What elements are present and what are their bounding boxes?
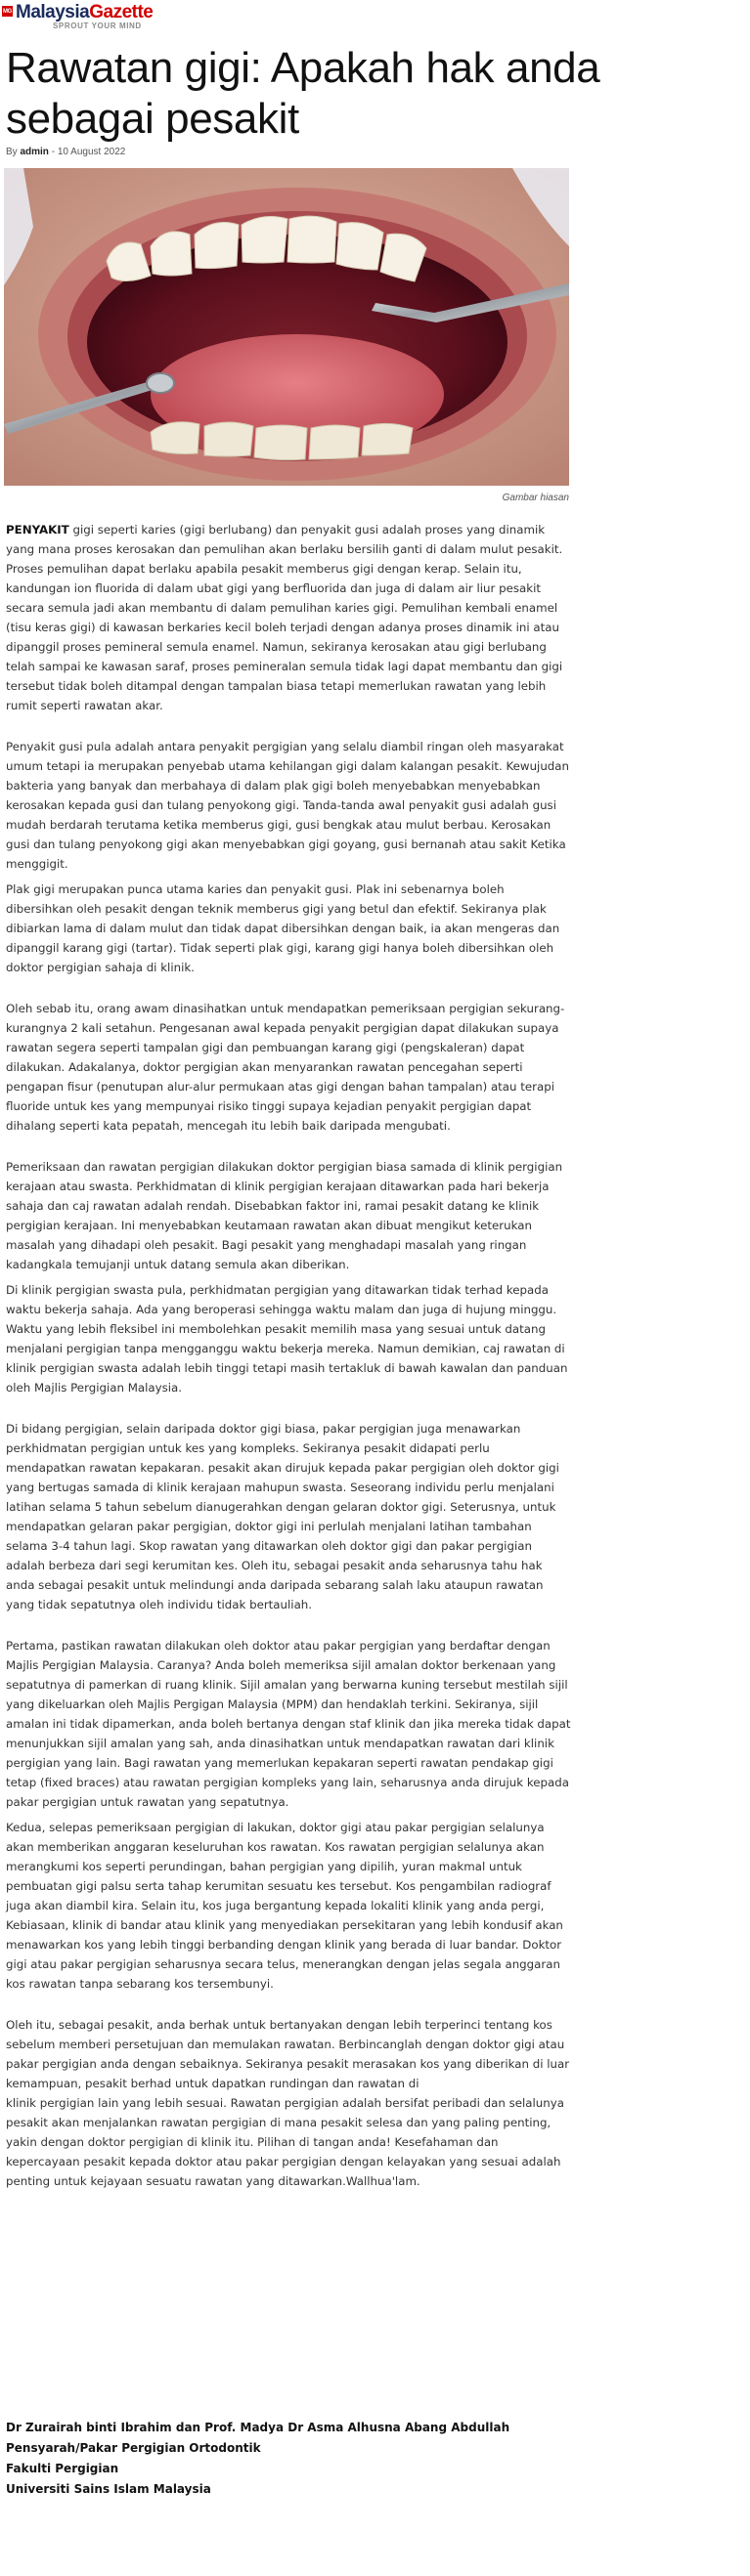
- logo-tagline: SPROUT YOUR MIND: [53, 21, 142, 30]
- lead-word: PENYAKIT: [6, 523, 69, 537]
- logo-name-part1: Malaysia: [16, 2, 90, 22]
- logo-badge: MG: [2, 6, 13, 17]
- signature-authors: Dr Zurairah binti Ibrahim dan Prof. Madya Dr Asma Alhusna Abang Abdullah: [6, 2421, 510, 2434]
- logo-text: [16, 3, 153, 30]
- logo-name-part2: Gazette: [89, 2, 154, 22]
- paragraph: Di bidang pergigian, selain daripada doktor gigi biasa, pakar pergigian juga menawarkan perkhidmatan pergigian untuk kes yang kompleks. Sekiranya pesakit didapati perlu mendapatkan rawatan kepakaran. pesakit akan dirujuk kepada pakar pergigian oleh doktor gigi yang bertugas samada di klinik kerajaan mahupun swasta. Seseorang individu perlu menjalani latihan selama 5 tahun sebelum dianugerahkan dengan gelaran doktor gigi. Seterusnya, untuk mendapatkan gelaran pakar pergigian, doktor gigi ini perlulah menjalani latihan tambahan selama 3-4 tahun lagi. Skop rawatan yang ditawarkan oleh doktor gigi dan pakar pergigian adalah berbeza dari segi kerumitan kes. Oleh itu, sebagai pesakit anda seharusnya tahu hak anda sebagai pesakit untuk melindungi anda daripada sebarang salah laku ataupun rawatan yang tidak sepatutnya oleh individu tidak bertauliah.: [6, 1422, 559, 1611]
- paragraph-text: gigi seperti karies (gigi berlubang) dan penyakit gusi adalah proses yang dinamik yang mana proses kerosakan dan pemulihan akan berlaku bersilih ganti di dalam mulut pesakit. Proses pemulihan dapat berlaku apabila pesakit memberus gigi dengan kerap. Selain itu, kandungan ion fluorida di dalam ubat gigi yang berfluorida dan juga di dalam air liur pesakit secara semula jadi akan membantu di dalam pemulihan karies gigi. Pemulihan kembali enamel (tisu keras gigi) di kawasan berkaries kecil boleh terjadi dengan adanya proses dinamik ini atau dipanggil proses pemineral semula enamel. Namun, sekiranya kerosakan atau gigi berlubang telah sampai ke kawasan saraf, proses pemineralan semula tidak lagi dapat membantu dan gigi tersebut tidak boleh ditampal dengan tampalan biasa tetapi memerlukan rawatan yang lebih rumit seperti rawatan akar.: [6, 523, 563, 712]
- paragraph: Oleh itu, sebagai pesakit, anda berhak untuk bertanyakan dengan lebih terperinci tentang kos sebelum memberi persetujuan dan memulakan rawatan. Berbincanglah dengan doktor gigi atau pakar pergigian anda dengan sebaiknya. Sekiranya pesakit merasakan kos yang diberikan di luar kemampuan, pesakit berhad untuk dapatkan rundingan dan rawatan di: [6, 2018, 570, 2090]
- paragraph: Pemeriksaan dan rawatan pergigian dilakukan doktor pergigian biasa samada di klinik pergigian kerajaan atau swasta. Perkhidmatan di klinik pergigian kerajaan ditawarkan pada hari bekerja sahaja dan caj rawatan adalah rendah. Disebabkan faktor ini, ramai pesakit datang ke klinik pergigian kerajaan. Ini menyebabkan keutamaan rawatan akan dibuat mengikut keterukan masalah yang dihadapi oleh pesakit. Bagi pesakit yang menghadapi masalah yang ringan kadangkala temujanji untuk datang semula akan diberikan.: [6, 1160, 563, 1271]
- article-body: [6, 520, 573, 2191]
- author-link[interactable]: admin: [20, 147, 49, 157]
- signature-university: Universiti Sains Islam Malaysia: [6, 2482, 211, 2496]
- byline-separator: -: [51, 147, 56, 157]
- article-date: 10 August 2022: [57, 147, 126, 157]
- signature-position: Pensyarah/Pakar Pergigian Ortodontik: [6, 2441, 261, 2455]
- paragraph: Penyakit gusi pula adalah antara penyakit pergigian yang selalu diambil ringan oleh masyarakat umum tetapi ia merupakan penyebab utama kehilangan gigi dalam kalangan pesakit. Kewujudan bakteria yang banyak dan merbahaya di dalam plak gigi boleh menyebabkan menyebabkan kerosakan kepada gusi dan tulang penyokong gigi. Tanda-tanda awal penyakit gusi adalah gusi mudah berdarah terutama ketika memberus gigi, gusi bengkak atau mulut berbau. Kerosakan gusi dan tulang penyokong gigi akan menyebabkan gigi goyang, gusi bernanah atau sakit Ketika menggigit.: [6, 740, 570, 871]
- paragraph: Oleh sebab itu, orang awam dinasihatkan untuk mendapatkan pemeriksaan pergigian sekurang-kurangnya 2 kali setahun. Pengesanan awal kepada penyakit pergigian dapat dilakukan supaya rawatan segera seperti tampalan gigi dan pembuangan karang gigi (pengskaleran) dapat dilakukan. Adakalanya, doktor pergigian akan menyarankan rawatan pencegahan seperti pengapan fisur (penutupan alur-alur permukaan atas gigi dengan bahan tampalan) atau terapi fluoride untuk kes yang mempunyai risiko tinggi supaya kejadian penyakit pergigian dapat dihalang seperti kata pepatah, mencegah itu lebih baik daripada mengubati.: [6, 1002, 565, 1133]
- image-caption: Gambar hiasan: [502, 493, 569, 503]
- signature-faculty: Fakulti Pergigian: [6, 2462, 119, 2475]
- hero-image: [4, 168, 569, 486]
- paragraph: [6, 520, 573, 715]
- site-logo[interactable]: [2, 3, 153, 34]
- paragraph: Pertama, pastikan rawatan dilakukan oleh doktor atau pakar pergigian yang berdaftar dengan Majlis Pergigian Malaysia. Caranya? Anda boleh memeriksa sijil amalan doktor berkenaan yang sepatutnya di pamerkan di ruang klinik. Sijil amalan yang berwarna kuning tersebut mestilah sijil yang dikeluarkan oleh Majlis Pergigan Malaysia (MPM) dan hendaklah terkini. Sekiranya, sijil amalan ini tidak dipamerkan, anda boleh bertanya dengan staf klinik dan jika mereka tidak dapat menunjukkan sijil amalan yang sah, anda dinasihatkan untuk mendapatkan rawatan dari klinik pergigian yang lain. Bagi rawatan yang memerlukan kepakaran seperti rawatan pendakap gigi tetap (fixed braces) atau rawatan pergigian kompleks yang lain, seharusnya anda dirujuk kepada pakar pergigian untuk rawatan yang sepatutnya.: [6, 1639, 571, 1809]
- paragraph: klinik pergigian lain yang lebih sesuai. Rawatan pergigian adalah bersifat peribadi dan selalunya pesakit akan menjalankan rawatan pergigian di mana pesakit selesa dan yang paling penting, yakin dengan doktor pergigian di klinik itu. Pilihan di tangan anda! Kesefahaman dan kepercayaan pesakit kepada doktor atau pakar pergigian dengan kelayakan yang sesuai adalah penting untuk kejayaan sesuatu rawatan yang ditawarkan.Wallhua'lam.: [6, 2096, 564, 2188]
- paragraph: Kedua, selepas pemeriksaan pergigian di lakukan, doktor gigi atau pakar pergigian selalunya akan memberikan anggaran keseluruhan kos rawatan. Kos rawatan pergigian selalunya akan merangkumi kos seperti perundingan, bahan pergigian yang dipilih, yuran makmal untuk pembuatan gigi palsu serta tahap kerumitan sesuatu kes tersebut. Kos pengambilan radiograf juga akan diambil kira. Selain itu, kos juga bergantung kepada lokaliti klinik yang anda pergi, Kebiasaan, klinik di bandar atau klinik yang menyediakan persekitaran yang lebih kondusif akan menawarkan kos yang lebih tinggi berbanding dengan klinik yang berada di luar bandar. Doktor gigi atau pakar pergigian seharusnya secara telus, menerangkan dengan jelas segala anggaran kos rawatan tanpa sebarang kos tersembunyi.: [6, 1821, 563, 1991]
- byline-prefix: By: [6, 147, 18, 157]
- logo-name: [16, 3, 153, 21]
- paragraph: Di klinik pergigian swasta pula, perkhidmatan pergigian yang ditawarkan tidak terhad kepada waktu bekerja sahaja. Ada yang beroperasi sehingga waktu malam dan juga di hujung minggu. Waktu yang lebih fleksibel ini membolehkan pesakit memilih masa yang sesuai untuk datang menjalani pergigian tanpa mengganggu waktu bekerja mereka. Namun demikian, caj rawatan di klinik pergigian swasta adalah lebih tinggi tetapi masih tertakluk di bawah kawalan dan panduan oleh Majlis Pergigian Malaysia.: [6, 1283, 568, 1395]
- paragraph: Plak gigi merupakan punca utama karies dan penyakit gusi. Plak ini sebenarnya boleh dibersihkan oleh pesakit dengan teknik memberus gigi yang betul dan efektif. Sekiranya plak dibiarkan lama di dalam mulut dan tidak dapat dibersihkan dengan baik, ia akan mengeras dan dipanggil karang gigi (tartar). Tidak seperti plak gigi, karang gigi hanya boleh dibersihkan oleh doktor pergigian sahaja di klinik.: [6, 882, 560, 974]
- article-title: Rawatan gigi: Apakah hak anda sebagai pesakit: [6, 44, 600, 143]
- author-signature: [6, 2418, 573, 2500]
- article-byline: [6, 147, 125, 157]
